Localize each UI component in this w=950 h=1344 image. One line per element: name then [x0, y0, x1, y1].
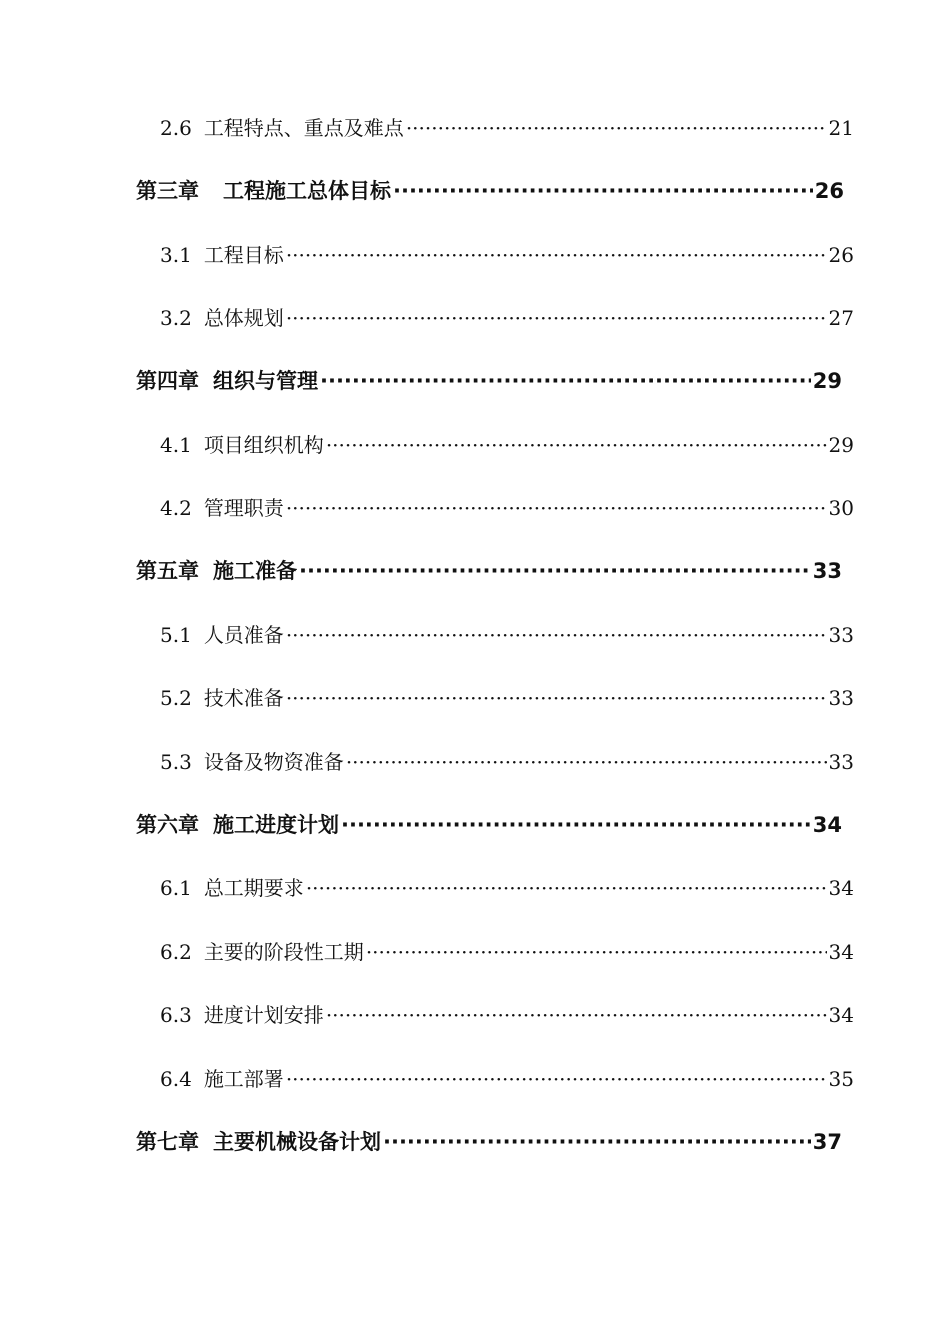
toc-entry-title: 主要的阶段性工期 [203, 940, 364, 964]
toc-dot-leader [406, 110, 827, 146]
toc-entry-title: 工程目标 [203, 243, 284, 267]
toc-chapter-3 [136, 173, 844, 209]
toc-entry-title: 项目组织机构 [203, 433, 324, 457]
toc-entry-4-1 [160, 427, 854, 463]
toc-entry-6-2 [160, 934, 854, 970]
toc-entry-number: 6.4 [160, 1067, 192, 1091]
toc-chapter-number: 第四章 [136, 369, 199, 393]
toc-entry-number: 6.1 [160, 876, 192, 900]
toc-entry-title: 总体规划 [203, 306, 284, 330]
toc-chapter-page: 33 [812, 559, 842, 583]
toc-chapter-4 [136, 363, 842, 399]
toc-chapter-title: 施工进度计划 [213, 813, 339, 837]
toc-entry-4-2 [160, 490, 854, 526]
toc-entry-page: 21 [828, 116, 854, 140]
toc-chapter-title: 施工准备 [213, 559, 297, 583]
toc-entry-page: 29 [828, 433, 854, 457]
toc-entry-number: 3.2 [160, 306, 192, 330]
toc-entry-number: 2.6 [160, 116, 192, 140]
toc-entry-page: 35 [828, 1067, 854, 1091]
toc-dot-leader [306, 870, 827, 906]
toc-chapter-page: 26 [814, 179, 844, 203]
toc-dot-leader [341, 807, 811, 843]
toc-chapter-page: 37 [812, 1130, 842, 1154]
toc-chapter-number: 第六章 [136, 813, 199, 837]
toc-entry-page: 34 [828, 876, 854, 900]
toc-entry-3-2 [160, 300, 854, 336]
toc-chapter-title: 组织与管理 [213, 369, 318, 393]
toc-chapter-number: 第七章 [136, 1130, 199, 1154]
toc-entry-page: 33 [828, 750, 854, 774]
toc-entry-title: 进度计划安排 [203, 1003, 324, 1027]
toc-dot-leader [286, 490, 827, 526]
toc-chapter-title: 工程施工总体目标 [223, 179, 391, 203]
toc-entry-page: 27 [828, 306, 854, 330]
toc-dot-leader [286, 300, 827, 336]
toc-dot-leader [326, 427, 827, 463]
toc-dot-leader [383, 1124, 811, 1160]
toc-entry-3-1 [160, 237, 854, 273]
toc-entry-5-2 [160, 680, 854, 716]
toc-entry-5-3 [160, 744, 854, 780]
toc-entry-title: 施工部署 [203, 1067, 284, 1091]
toc-entry-number: 3.1 [160, 243, 192, 267]
toc-chapter-page: 34 [812, 813, 842, 837]
toc-entry-2-6 [160, 110, 854, 146]
toc-entry-page: 33 [828, 623, 854, 647]
toc-dot-leader [286, 1061, 827, 1097]
toc-entry-page: 26 [828, 243, 854, 267]
toc-entry-number: 6.2 [160, 940, 192, 964]
toc-dot-leader [286, 617, 827, 653]
toc-entry-title: 人员准备 [203, 623, 284, 647]
toc-chapter-7 [136, 1124, 842, 1160]
toc-dot-leader [366, 934, 827, 970]
toc-entry-6-3 [160, 997, 854, 1033]
toc-dot-leader [393, 173, 813, 209]
toc-entry-number: 6.3 [160, 1003, 192, 1027]
toc-chapter-title: 主要机械设备计划 [213, 1130, 381, 1154]
toc-entry-number: 4.2 [160, 496, 192, 520]
toc-chapter-6 [136, 807, 842, 843]
toc-dot-leader [286, 237, 827, 273]
toc-chapter-number: 第三章 [136, 179, 199, 203]
toc-entry-title: 总工期要求 [203, 876, 304, 900]
toc-entry-number: 5.3 [160, 750, 192, 774]
toc-dot-leader [299, 553, 811, 589]
toc-entry-page: 33 [828, 686, 854, 710]
toc-entry-number: 5.2 [160, 686, 192, 710]
toc-dot-leader [326, 997, 827, 1033]
toc-entry-title: 技术准备 [203, 686, 284, 710]
toc-chapter-5 [136, 553, 842, 589]
toc-dot-leader [346, 744, 827, 780]
toc-entry-title: 工程特点、重点及难点 [203, 116, 404, 140]
toc-chapter-page: 29 [812, 369, 842, 393]
toc-entry-title: 设备及物资准备 [203, 750, 344, 774]
toc-entry-page: 34 [828, 1003, 854, 1027]
toc-dot-leader [320, 363, 811, 399]
toc-entry-number: 4.1 [160, 433, 192, 457]
toc-chapter-number: 第五章 [136, 559, 199, 583]
toc-entry-title: 管理职责 [203, 496, 284, 520]
toc-entry-page: 34 [828, 940, 854, 964]
toc-entry-number: 5.1 [160, 623, 192, 647]
toc-entry-5-1 [160, 617, 854, 653]
toc-entry-6-4 [160, 1061, 854, 1097]
toc-entry-6-1 [160, 870, 854, 906]
toc-entry-page: 30 [828, 496, 854, 520]
toc-dot-leader [286, 680, 827, 716]
